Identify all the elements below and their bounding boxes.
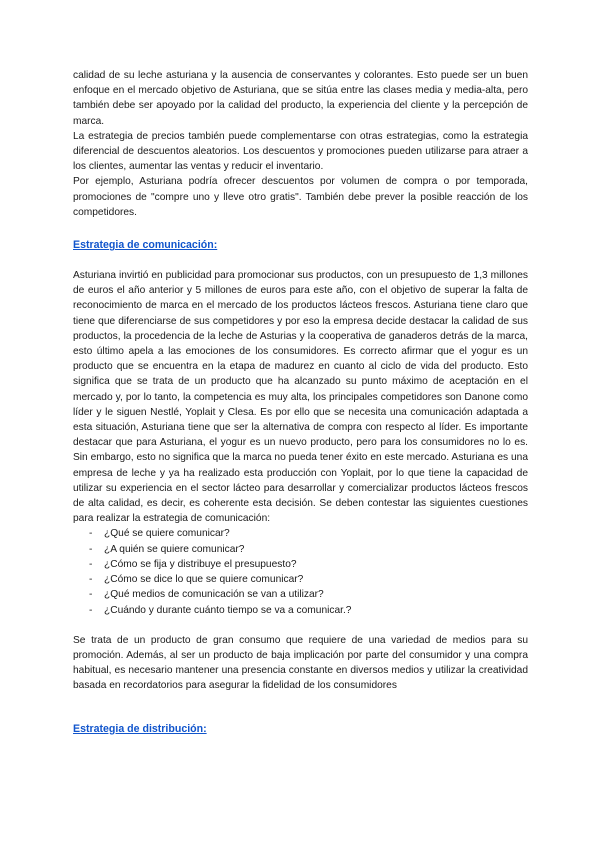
paragraph-pricing-strategy: La estrategia de precios también puede complementarse con otras estrategias, como la estrategia diferencial de descuentos aleatorios. Los descuentos y promociones pueden utilizarse para atraer a los clientes, aumentar las ventas y reducir el inventario. — [73, 130, 528, 173]
paragraph-brand-quality: calidad de su leche asturiana y la ausencia de conservantes y colorantes. Esto puede ser un buen enfoque en el mercado objetivo de Asturiana, que se sitúa entre las clases media y media-alta, pero también debe ser apoyado por la calidad del producto, la experiencia del cliente y la percepción de marca. — [73, 70, 528, 127]
list-item-text: ¿Qué se quiere comunicar? — [104, 528, 230, 540]
paragraph-communication-closing: Se trata de un producto de gran consumo que requiere de una variedad de medios para su promoción. Además, al ser un producto de baja implicación por parte del consumidor y una compra habitual, es necesario mantener una presencia constante en diversos medios y utilizar la creatividad basada en recordatorios para asegurar la fidelidad de los consumidores — [73, 634, 528, 692]
list-item — [89, 587, 528, 602]
list-dash: - — [89, 528, 93, 540]
list-dash: - — [89, 574, 93, 586]
list-item-text: ¿Cuándo y durante cuánto tiempo se va a comunicar.? — [104, 604, 352, 616]
list-item-text: ¿Cómo se fija y distribuye el presupuesto? — [104, 558, 297, 570]
paragraph-communication-body: Asturiana invirtió en publicidad para promocionar sus productos, con un presupuesto de 1,3 millones de euros el año anterior y 5 millones de euros para este año, con el objetivo de superar la falta de reconocimiento de marca en el mercado de los productos lácteos frescos. Asturiana tiene claro que tiene que diferenciarse de sus competidores y por eso la empresa decide destacar la calidad de sus productos, la procedencia de la leche de Asturias y la cooperativa de ganaderos detrás de la marca, esto último apela a las emociones de los consumidores. Es correcto afirmar que el yogur es un producto que se encuentra en la etapa de madurez en cuanto al ciclo de vida del producto. Esto significa que se trata de un producto que ha alcanzado su punto máximo de aceptación en el mercado y, por lo tanto, la competencia es muy alta, los principales competidores son Danone como líder y le siguen Nestlé, Yoplait y Clesa. Es por ello que se necesita una comunicación adaptada a esta situación, Asturiana tiene que ser la alternativa de compra con respecto al líder. Es importante destacar que para Asturiana, el yogur es un nuevo producto, pero para los consumidores no lo es. Sin embargo, esto no significa que la marca no pueda tener éxito en este mercado. Asturiana es una empresa de leche y ya ha realizado esta producción con Yoplait, por lo que tiene la capacidad de utilizar su experiencia en el sector lácteo para desarrollar y comercializar productos lácteos frescos de alta calidad, es decir, es coherente esta decisión. Se deben contestar las siguientes cuestiones para realizar la estrategia de comunicación: — [73, 270, 528, 525]
list-item — [89, 526, 528, 541]
list-item-text: ¿Qué medios de comunicación se van a utilizar? — [104, 589, 324, 601]
list-item — [89, 572, 528, 587]
heading-distribution-strategy[interactable]: Estrategia de distribución: — [73, 722, 207, 735]
list-item-text: ¿Cómo se dice lo que se quiere comunicar? — [104, 574, 304, 586]
spacer — [73, 618, 528, 633]
list-dash: - — [89, 543, 93, 555]
list-dash: - — [89, 589, 93, 601]
communication-questions-list — [73, 526, 528, 617]
list-item — [89, 557, 528, 572]
heading-communication-strategy[interactable]: Estrategia de comunicación: — [73, 239, 218, 252]
paragraph-discount-example: Por ejemplo, Asturiana podría ofrecer descuentos por volumen de compra o por temporada, promociones de "compre uno y lleve otro gratis". También debe prever la posible reacción de los competidores. — [73, 176, 528, 218]
list-item-text: ¿A quién se quiere comunicar? — [104, 543, 245, 555]
list-item — [89, 542, 528, 557]
document-page — [73, 68, 528, 737]
list-dash: - — [89, 604, 93, 616]
list-dash: - — [89, 558, 93, 570]
list-item — [89, 603, 528, 618]
